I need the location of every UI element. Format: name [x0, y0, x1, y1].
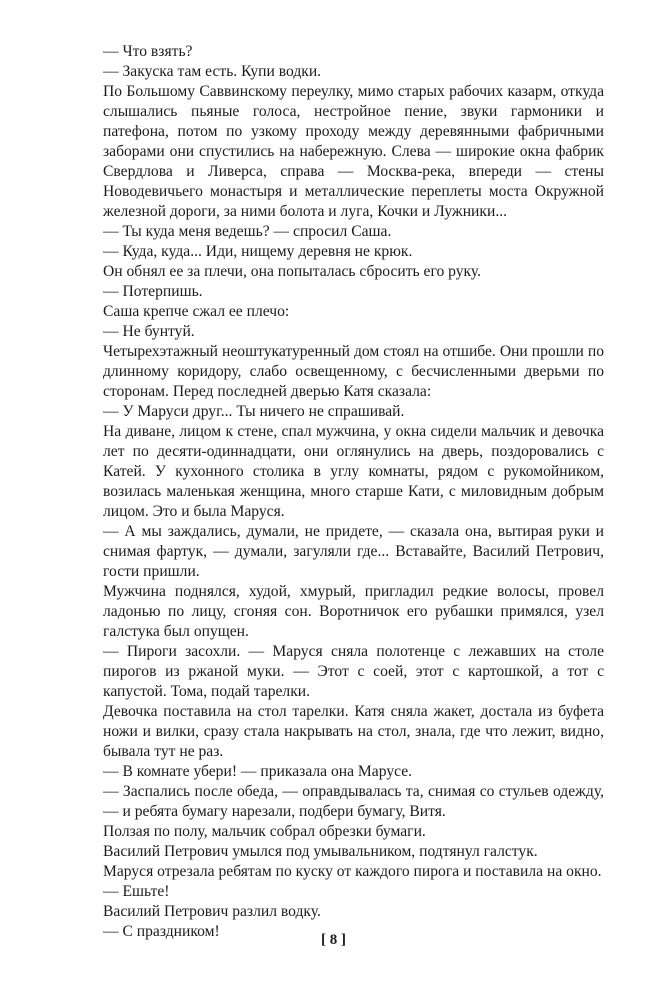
paragraph: — Заспались после обеда, — оправдывалась та, снимая со стульев одежду, — и ребята бумагу нарезали, подбери бумагу, Витя.: [103, 783, 604, 820]
paragraph: — У Маруси друг... Ты ничего не спрашивай.: [103, 403, 405, 420]
paragraph: — Ты куда меня ведешь? — спросил Саша.: [103, 223, 392, 240]
page-text: [103, 42, 604, 942]
paragraph: Ползая по полу, мальчик собрал обрезки бумаги.: [103, 823, 426, 840]
paragraph: Четырехэтажный неоштукатуренный дом стоял на отшибе. Они прошли по длинному коридору, слабо освещенному, с бесчисленными дверьми по сторонам. Перед последней дверью Катя сказала:: [103, 343, 604, 400]
paragraph: — В комнате убери! — приказала она Марусе.: [103, 763, 413, 780]
paragraph: По Большому Саввинскому переулку, мимо старых рабочих казарм, откуда слышались пьяные голоса, нестройное пение, звуки гармоники и патефона, потом по узкому проходу между деревянными фабричными заборами они спустились на набережную. Слева — широкие окна фабрик Свердлова и Ливерса, справа — Москва-река, впереди — стены Новодевичьего монастыря и металлические переплеты моста Окружной железной дороги, за ними болота и луга, Кочки и Лужники...: [103, 83, 604, 220]
paragraph: — Пироги засохли. — Маруся сняла полотенце с лежавших на столе пирогов из ржаной муки. — Этот с соей, этот с картошкой, а тот с капустой. Тома, подай тарелки.: [103, 643, 604, 700]
paragraph: Он обнял ее за плечи, она попыталась сбросить его руку.: [103, 263, 482, 280]
paragraph: Василий Петрович разлил водку.: [103, 903, 321, 920]
paragraph: — Куда, куда... Иди, нищему деревня не крюк.: [103, 243, 413, 260]
paragraph: Саша крепче сжал ее плечо:: [103, 303, 290, 320]
paragraph: — Ешьте!: [103, 883, 170, 900]
paragraph: — Потерпишь.: [103, 283, 203, 300]
paragraph: — Не бунтуй.: [103, 323, 195, 340]
paragraph: Мужчина поднялся, худой, хмурый, пригладил редкие волосы, провел ладонью по лицу, сгоняя сон. Воротничок его рубашки примялся, узел галстука был опущен.: [103, 583, 604, 640]
paragraph: Маруся отрезала ребятам по куску от каждого пирога и поставила на окно.: [103, 863, 602, 880]
paragraph: — Что взять?: [103, 43, 193, 60]
paragraph: Девочка поставила на стол тарелки. Катя сняла жакет, достала из буфета ножи и вилки, сразу стала накрывать на стол, знала, где что лежит, видно, бывала тут не раз.: [103, 703, 604, 760]
paragraph: На диване, лицом к стене, спал мужчина, у окна сидели мальчик и девочка лет по десяти-одиннадцати, они оглянулись на дверь, поздоровались с Катей. У кухонного столика в углу комнаты, рядом с рукомойником, возилась маленькая женщина, много старше Кати, с миловидным добрым лицом. Это и была Маруся.: [103, 423, 604, 520]
paragraph: — Закуска там есть. Купи водки.: [103, 63, 322, 80]
paragraph: — А мы заждались, думали, не придете, — сказала она, вытирая руки и снимая фартук, — думали, загуляли где... Вставайте, Василий Петрович, гости пришли.: [103, 523, 604, 580]
paragraph: — С праздником!: [103, 923, 220, 940]
page-number: [ 8 ]: [321, 932, 346, 948]
paragraph: Василий Петрович умылся под умывальником, подтянул галстук.: [103, 843, 538, 860]
